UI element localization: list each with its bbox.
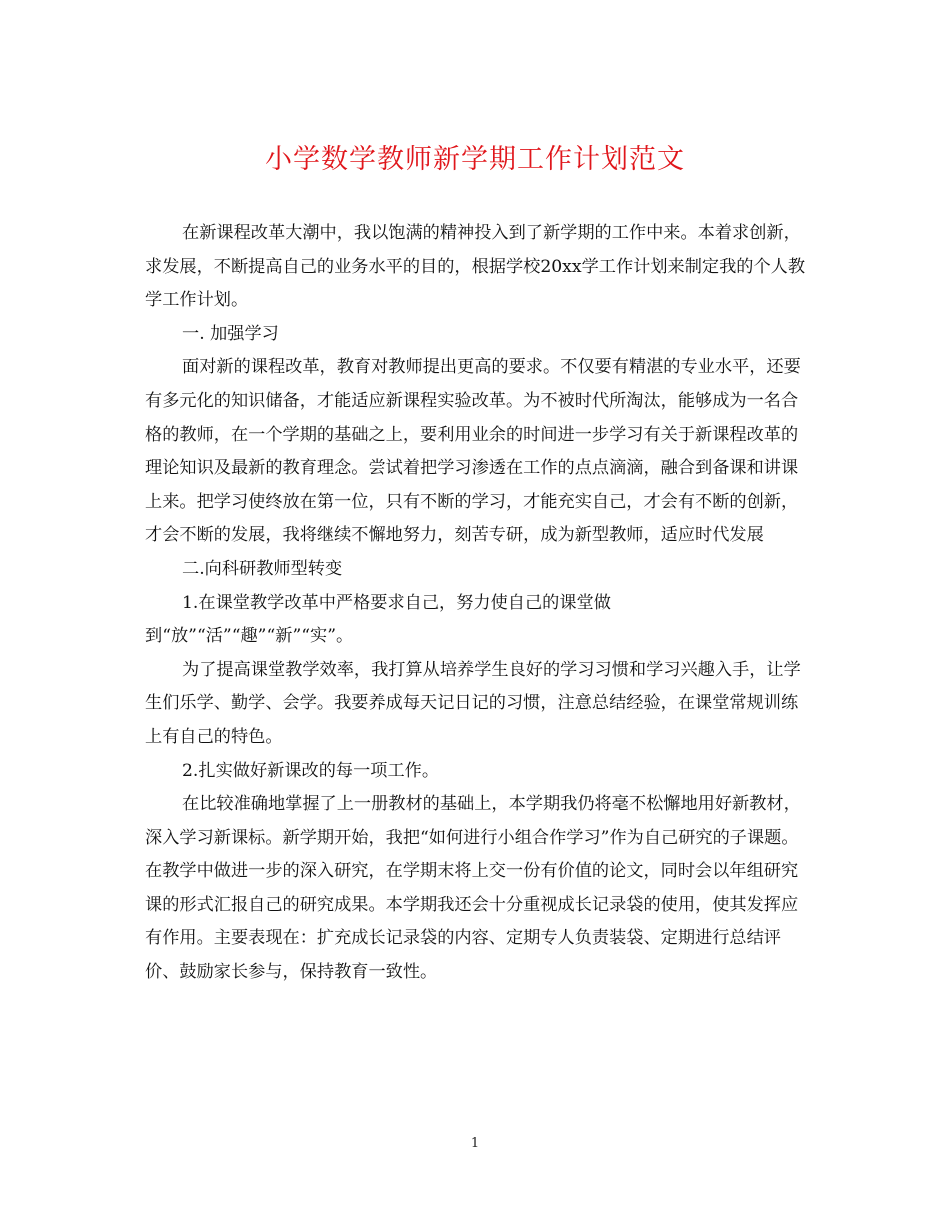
- subsection-2-paragraph: 在比较准确地掌握了上一册教材的基础上，本学期我仍将毫不松懈地用好新教材，深入学习新课标。新学期开始，我把“如何进行小组合作学习”作为自己研究的子课题。在教学中做进一步的深入研究，在学期末将上交一份有价值的论文，同时会以年组研究课的形式汇报自己的研究成果。本学期我还会十分重视成长记录袋的使用，使其发挥应有作用。主要表现在：扩充成长记录袋的内容、定期专人负责装袋、定期进行总结评价、鼓励家长参与，保持教育一致性。: [145, 794, 801, 983]
- subheading-1: 1.在课堂教学改革中严格要求自己，努力使自己的课堂做到“放”“活”“趣”“新”“实”。: [145, 592, 611, 647]
- section-heading-1: 一. 加强学习: [182, 323, 279, 344]
- document-title: 小学数学教师新学期工作计划范文: [265, 144, 685, 175]
- section-heading-2: 二.向科研教师型转变: [182, 558, 343, 579]
- document-body: [145, 217, 810, 990]
- page-number: 1: [470, 1136, 480, 1151]
- section-1-paragraph: 面对新的课程改革，教育对教师提出更高的要求。不仅要有精湛的专业水平，还要有多元化的知识储备，才能适应新课程实验改革。为不被时代所淘汰，能够成为一名合格的教师，在一个学期的基础之上，要利用业余的时间进一步学习有关于新课程改革的理论知识及最新的教育理念。尝试着把学习渗透在工作的点点滴滴，融合到备课和讲课上来。把学习使终放在第一位，只有不断的学习，才能充实自己，才会有不断的创新，才会不断的发展，我将继续不懈地努力，刻苦专研，成为新型教师，适应时代发展: [145, 357, 801, 546]
- intro-paragraph: 在新课程改革大潮中，我以饱满的精神投入到了新学期的工作中来。本着求创新，求发展，不断提高自己的业务水平的目的，根据学校20xx学工作计划来制定我的个人教学工作计划。: [145, 223, 806, 311]
- subsection-1-paragraph: 为了提高课堂教学效率，我打算从培养学生良好的学习习惯和学习兴趣入手，让学生们乐学、勤学、会学。我要养成每天记日记的习惯，注意总结经验，在课堂常规训练上有自己的特色。: [145, 659, 801, 747]
- subheading-2: 2.扎实做好新课改的每一项工作。: [182, 760, 440, 781]
